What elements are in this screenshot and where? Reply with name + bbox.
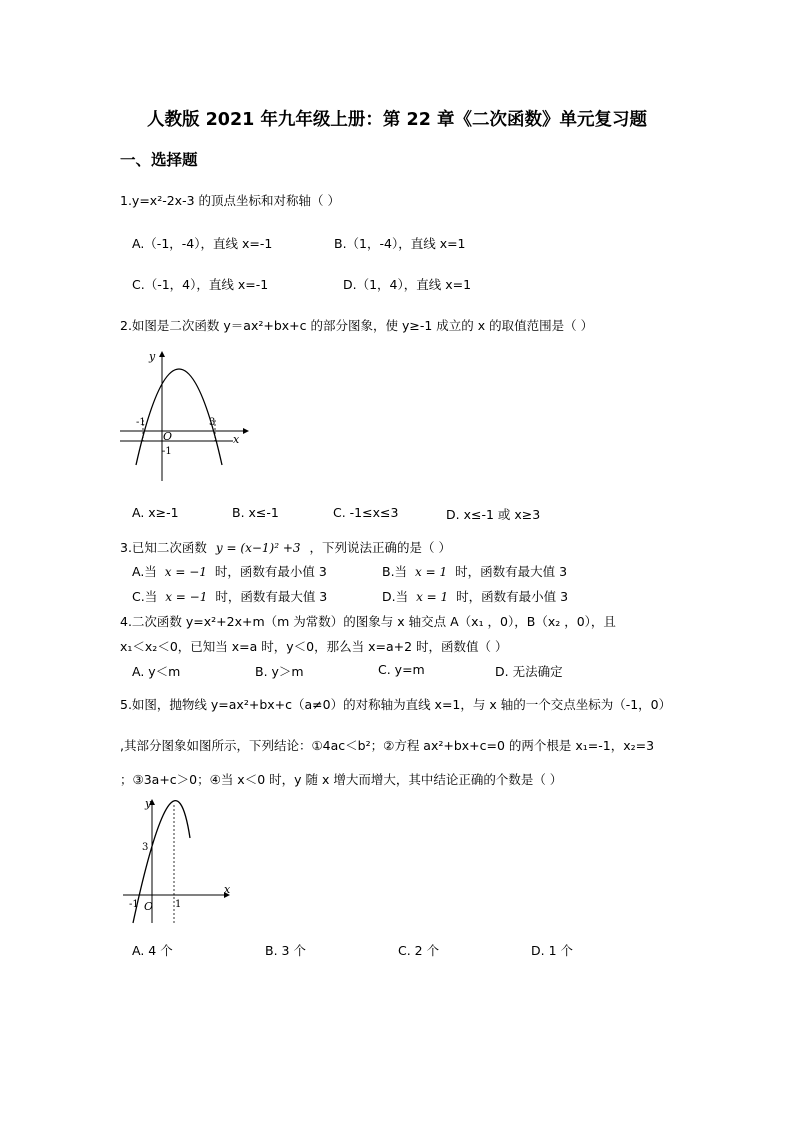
axis-label-y: y (149, 350, 156, 363)
question-1-option-a[interactable]: A.（-1，-4），直线 x=-1 (132, 236, 273, 251)
page-title: 人教版 2021 年九年级上册：第 22 章《二次函数》单元复习题 (147, 110, 647, 130)
question-2-parabola-graph (115, 343, 250, 483)
question-4-option-a[interactable]: A. y＜m (132, 664, 181, 679)
question-3-option-b[interactable] (382, 562, 567, 580)
x-axis-arrow (243, 428, 249, 434)
tick-label-3: 3 (209, 417, 216, 428)
question-1-stem: 1.y=x²-2x-3 的顶点坐标和对称轴（ ） (120, 193, 340, 208)
question-5-option-d[interactable]: D. 1 个 (531, 943, 573, 958)
axis-label-x: x (233, 433, 240, 446)
question-5-stem-line-3: ；③3a+c＞0；④当 x＜0 时，y 随 x 增大而增大，其中结论正确的个数是（ ） (120, 772, 563, 787)
option-b-math: x = 1 (415, 565, 448, 579)
question-3-stem-suffix: ，下列说法正确的是（ ） (309, 540, 451, 555)
option-a-prefix: A.当 (132, 564, 157, 579)
question-3-option-c[interactable] (132, 587, 327, 605)
question-4-option-d[interactable]: D. 无法确定 (495, 664, 563, 679)
question-3-formula: y = (x−1)² +3 (215, 541, 301, 555)
question-3-option-a[interactable] (132, 562, 327, 580)
option-d-prefix: D.当 (382, 589, 409, 604)
question-2-option-a[interactable]: A. x≥-1 (132, 505, 179, 520)
question-3-stem (120, 538, 451, 556)
tick-label-minus-1: -1 (129, 899, 139, 910)
option-a-suffix: 时，函数有最小值 3 (214, 564, 327, 579)
tick-label-y-minus-1: -1 (162, 446, 172, 457)
question-3-option-d[interactable] (382, 587, 568, 605)
tick-label-1: 1 (175, 899, 182, 910)
parabola-curve (133, 801, 190, 923)
option-c-suffix: 时，函数有最大值 3 (215, 589, 328, 604)
question-5-option-b[interactable]: B. 3 个 (265, 943, 306, 958)
option-a-math: x = −1 (164, 565, 207, 579)
question-3-stem-prefix: 3.已知二次函数 (120, 540, 207, 555)
question-5-option-c[interactable]: C. 2 个 (398, 943, 440, 958)
y-axis-arrow (159, 351, 165, 357)
tick-label-minus-1: -1 (136, 417, 146, 428)
section-heading: 一、选择题 (120, 151, 198, 169)
question-1-option-c[interactable]: C.（-1，4），直线 x=-1 (132, 277, 269, 292)
option-c-math: x = −1 (165, 590, 208, 604)
origin-label: O (144, 900, 154, 913)
question-2-stem: 2.如图是二次函数 y＝ax²+bx+c 的部分图象，使 y≥-1 成立的 x 的取值范围是（ ） (120, 318, 594, 333)
option-d-suffix: 时，函数有最小值 3 (456, 589, 569, 604)
option-b-suffix: 时，函数有最大值 3 (455, 564, 568, 579)
option-b-prefix: B.当 (382, 564, 408, 579)
axis-label-x: x (224, 883, 231, 896)
origin-label: O (163, 430, 173, 443)
question-4-stem-line-1: 4.二次函数 y=x²+2x+m（m 为常数）的图象与 x 轴交点 A（x₁ ，0），B（x₂ ，0），且 (120, 614, 616, 629)
question-2-option-b[interactable]: B. x≤-1 (232, 505, 279, 520)
axis-label-y: y (145, 797, 152, 810)
option-d-math: x = 1 (416, 590, 449, 604)
question-5-stem-line-1: 5.如图，抛物线 y=ax²+bx+c（a≠0）的对称轴为直线 x=1，与 x 轴的一个交点坐标为（-1，0） (120, 697, 672, 712)
question-5-stem-line-2: ,其部分图象如图所示，下列结论：①4ac＜b²；②方程 ax²+bx+c=0 的两个根是 x₁=-1，x₂=3 (120, 738, 655, 753)
question-4-option-b[interactable]: B. y＞m (255, 664, 304, 679)
question-4-option-c[interactable]: C. y=m (378, 662, 425, 677)
question-2-option-d[interactable]: D. x≤-1 或 x≥3 (446, 507, 541, 522)
tick-label-3: 3 (142, 842, 149, 853)
option-c-prefix: C.当 (132, 589, 158, 604)
question-1-option-d[interactable]: D.（1，4），直线 x=1 (343, 277, 472, 292)
question-1-option-b[interactable]: B.（1，-4），直线 x=1 (334, 236, 466, 251)
question-5-parabola-graph (120, 795, 235, 930)
question-5-option-a[interactable]: A. 4 个 (132, 943, 173, 958)
question-2-option-c[interactable]: C. -1≤x≤3 (333, 505, 399, 520)
question-4-stem-line-2: x₁＜x₂＜0，已知当 x=a 时，y＜0，那么当 x=a+2 时，函数值（ ） (120, 639, 508, 654)
